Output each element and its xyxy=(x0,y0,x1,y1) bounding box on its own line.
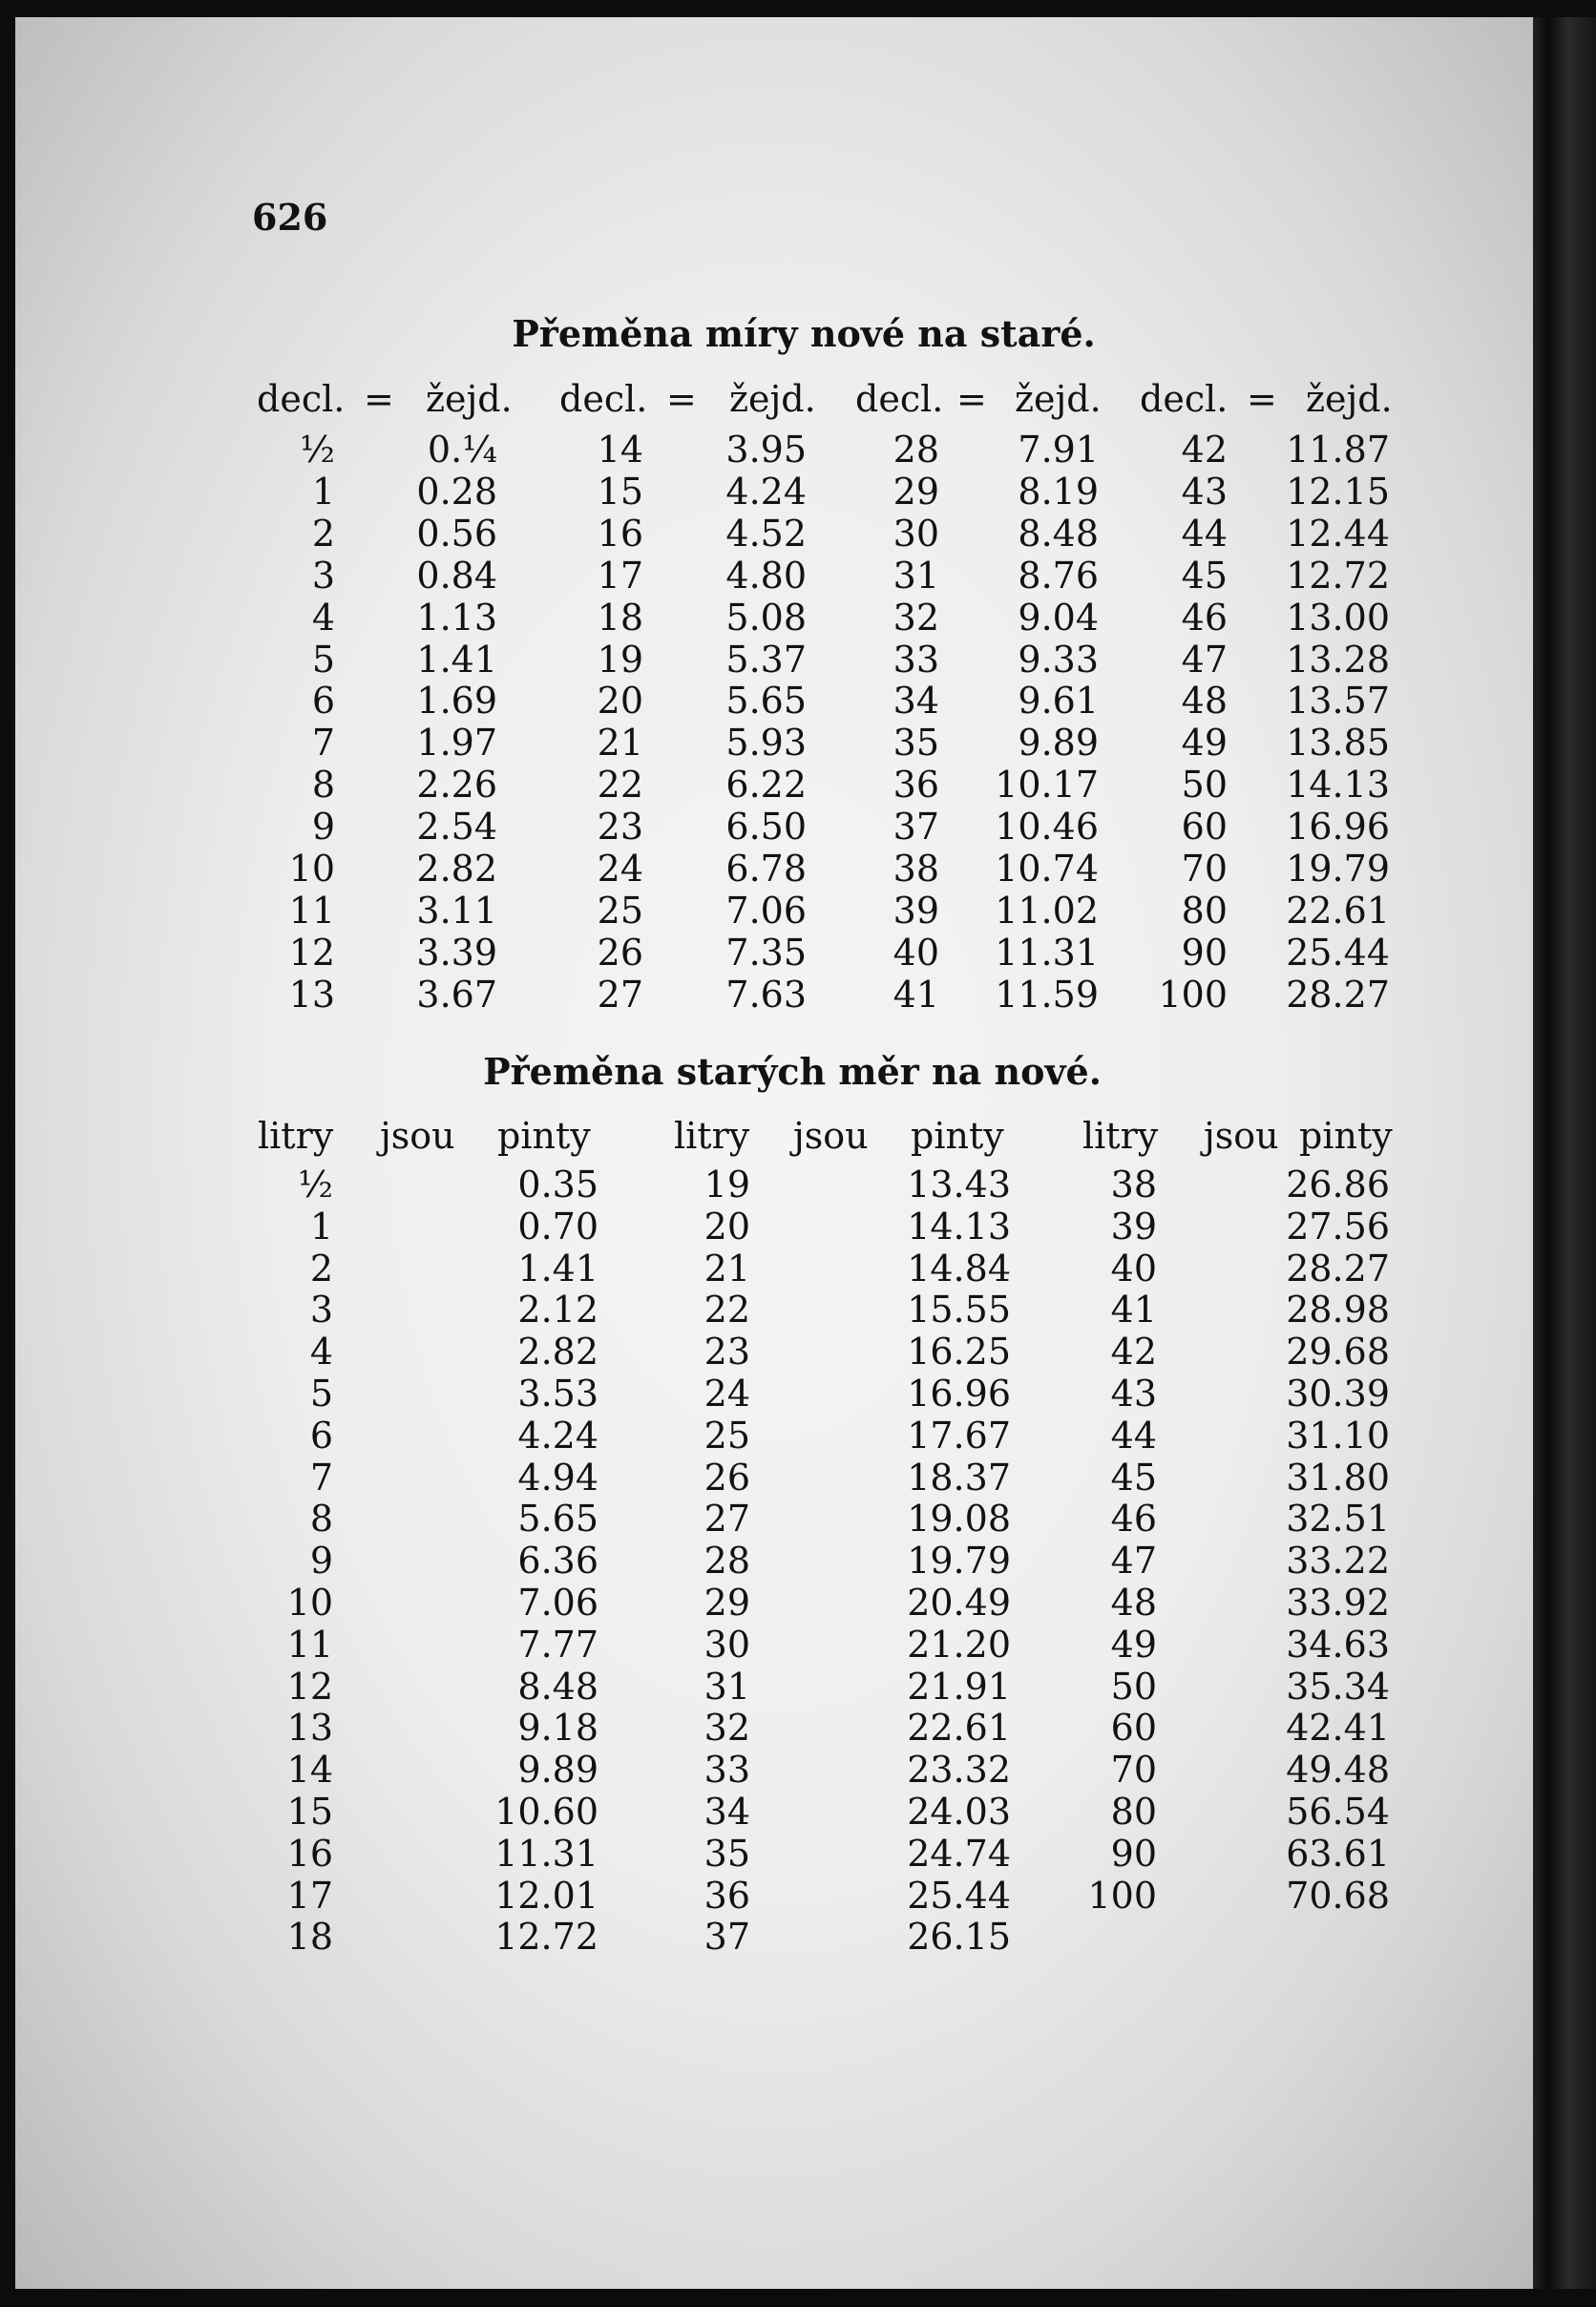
s2-cell-litry: 47 xyxy=(1110,1540,1157,1583)
s1-cell-decl: 33 xyxy=(892,638,939,681)
s2-cell-pinty: 10.60 xyxy=(494,1791,598,1833)
s2-cell-litry: 14 xyxy=(286,1749,333,1792)
s1-cell-decl: 48 xyxy=(1181,680,1228,723)
s1-cell-decl: 36 xyxy=(892,764,939,807)
s1-cell-zejd: 10.17 xyxy=(995,764,1099,807)
s2-cell-litry: 90 xyxy=(1110,1832,1157,1875)
s1-cell-decl: 50 xyxy=(1181,764,1228,807)
s1-header-eq: = xyxy=(956,378,987,420)
s1-cell-zejd: 14.13 xyxy=(1286,764,1390,807)
s1-cell-zejd: 1.97 xyxy=(416,722,497,765)
s2-cell-pinty: 0.35 xyxy=(517,1164,598,1206)
s2-cell-litry: 34 xyxy=(704,1791,750,1833)
s2-cell-pinty: 17.67 xyxy=(907,1414,1011,1457)
s2-cell-litry: 19 xyxy=(704,1164,750,1206)
section2-title: Přeměna starých měr na nové. xyxy=(483,1050,1102,1093)
s2-cell-pinty: 26.15 xyxy=(907,1916,1011,1959)
s1-cell-zejd: 9.04 xyxy=(1018,596,1099,639)
s2-cell-litry: 44 xyxy=(1110,1414,1157,1457)
s1-cell-decl: 43 xyxy=(1181,470,1228,513)
s2-cell-litry: 100 xyxy=(1087,1874,1157,1917)
s1-cell-zejd: 11.59 xyxy=(995,973,1099,1016)
s2-cell-pinty: 31.80 xyxy=(1286,1456,1390,1499)
s2-cell-litry: 37 xyxy=(704,1916,750,1959)
s1-cell-zejd: 12.15 xyxy=(1286,470,1390,513)
s2-cell-pinty: 28.98 xyxy=(1286,1289,1390,1332)
page-number: 626 xyxy=(252,196,328,239)
s1-cell-decl: 26 xyxy=(597,931,643,974)
s2-cell-litry: 3 xyxy=(309,1289,333,1332)
s1-cell-zejd: 6.22 xyxy=(725,764,807,807)
s1-cell-decl: 21 xyxy=(597,722,643,765)
s2-cell-litry: 2 xyxy=(309,1247,333,1290)
s1-cell-zejd: 10.74 xyxy=(995,848,1099,890)
s2-cell-litry: 40 xyxy=(1110,1247,1157,1290)
s2-cell-litry: 33 xyxy=(704,1749,750,1792)
s1-cell-zejd: 10.46 xyxy=(995,806,1099,849)
s1-cell-decl: 47 xyxy=(1181,638,1228,681)
s1-cell-zejd: 9.33 xyxy=(1018,638,1099,681)
s1-cell-zejd: 13.00 xyxy=(1286,596,1390,639)
s1-cell-zejd: 13.28 xyxy=(1286,638,1390,681)
s2-header-jsou: jsou xyxy=(380,1115,455,1157)
s1-cell-zejd: 3.95 xyxy=(725,429,807,471)
s1-cell-zejd: 0.¼ xyxy=(427,429,497,471)
s2-cell-litry: 60 xyxy=(1110,1707,1157,1750)
s2-cell-pinty: 9.18 xyxy=(517,1707,598,1750)
s1-cell-zejd: 1.41 xyxy=(416,638,497,681)
s2-header-litry: litry xyxy=(258,1115,334,1157)
s2-cell-pinty: 32.51 xyxy=(1286,1498,1390,1541)
s2-header-pinty: pinty xyxy=(911,1115,1004,1157)
s1-cell-decl: 20 xyxy=(597,680,643,723)
s1-cell-decl: 15 xyxy=(597,470,643,513)
s2-cell-litry: 11 xyxy=(286,1623,333,1666)
s1-cell-zejd: 7.91 xyxy=(1018,429,1099,471)
s1-cell-zejd: 3.39 xyxy=(416,931,497,974)
s1-cell-zejd: 9.61 xyxy=(1018,680,1099,723)
s1-header-eq: = xyxy=(666,378,697,420)
s2-cell-litry: 1 xyxy=(309,1205,333,1248)
s2-header-litry: litry xyxy=(1082,1115,1159,1157)
s1-cell-decl: 17 xyxy=(597,554,643,597)
s2-cell-pinty: 35.34 xyxy=(1286,1665,1390,1708)
s1-cell-decl: 90 xyxy=(1181,931,1228,974)
s2-cell-pinty: 26.86 xyxy=(1286,1164,1390,1206)
s1-cell-decl: 12 xyxy=(288,931,335,974)
s2-header-litry: litry xyxy=(674,1115,750,1157)
s2-cell-litry: 28 xyxy=(704,1540,750,1583)
s1-cell-decl: 44 xyxy=(1181,512,1228,555)
s1-cell-decl: 100 xyxy=(1158,973,1228,1016)
book-edge xyxy=(1533,17,1596,2289)
s2-cell-litry: 8 xyxy=(309,1498,333,1541)
s2-cell-pinty: 25.44 xyxy=(907,1874,1011,1917)
s2-cell-pinty: 2.12 xyxy=(517,1289,598,1332)
s2-cell-litry: 17 xyxy=(286,1874,333,1917)
s1-cell-decl: 40 xyxy=(892,931,939,974)
s1-cell-decl: 14 xyxy=(597,429,643,471)
s2-cell-litry: 43 xyxy=(1110,1373,1157,1415)
s2-cell-pinty: 0.70 xyxy=(517,1205,598,1248)
s2-cell-litry: 13 xyxy=(286,1707,333,1750)
s1-cell-zejd: 13.85 xyxy=(1286,722,1390,765)
s2-cell-litry: 49 xyxy=(1110,1623,1157,1666)
s1-cell-zejd: 28.27 xyxy=(1286,973,1390,1016)
s1-cell-decl: 32 xyxy=(892,596,939,639)
s2-cell-pinty: 21.20 xyxy=(907,1623,1011,1666)
s2-cell-pinty: 33.92 xyxy=(1286,1582,1390,1624)
s2-cell-pinty: 11.31 xyxy=(494,1832,598,1875)
s1-header-zejd: žejd. xyxy=(1015,378,1102,420)
s2-cell-litry: 5 xyxy=(309,1373,333,1415)
s1-cell-decl: 39 xyxy=(892,889,939,932)
s1-cell-decl: 10 xyxy=(288,848,335,890)
s1-cell-decl: 27 xyxy=(597,973,643,1016)
s2-cell-pinty: 21.91 xyxy=(907,1665,1011,1708)
s1-cell-zejd: 2.82 xyxy=(416,848,497,890)
s1-cell-zejd: 6.50 xyxy=(725,806,807,849)
s1-cell-decl: 29 xyxy=(892,470,939,513)
s2-cell-litry: 80 xyxy=(1110,1791,1157,1833)
s1-cell-decl: 31 xyxy=(892,554,939,597)
s2-cell-litry: 26 xyxy=(704,1456,750,1499)
s2-cell-litry: 27 xyxy=(704,1498,750,1541)
s2-cell-pinty: 16.96 xyxy=(907,1373,1011,1415)
s2-cell-pinty: 42.41 xyxy=(1286,1707,1390,1750)
s1-cell-zejd: 7.06 xyxy=(725,889,807,932)
s1-cell-zejd: 19.79 xyxy=(1286,848,1390,890)
s2-cell-pinty: 34.63 xyxy=(1286,1623,1390,1666)
s2-cell-litry: 36 xyxy=(704,1874,750,1917)
s1-cell-zejd: 8.19 xyxy=(1018,470,1099,513)
s1-cell-zejd: 3.11 xyxy=(416,889,497,932)
s2-cell-litry: 21 xyxy=(704,1247,750,1290)
s1-cell-zejd: 2.26 xyxy=(416,764,497,807)
s2-cell-pinty: 14.13 xyxy=(907,1205,1011,1248)
s2-cell-litry: 42 xyxy=(1110,1331,1157,1374)
s2-cell-pinty: 9.89 xyxy=(517,1749,598,1792)
s1-header-zejd: žejd. xyxy=(1306,378,1393,420)
s2-cell-litry: 9 xyxy=(309,1540,333,1583)
s2-cell-pinty: 6.36 xyxy=(517,1540,598,1583)
s1-cell-zejd: 4.52 xyxy=(725,512,807,555)
s2-cell-pinty: 56.54 xyxy=(1286,1791,1390,1833)
s1-cell-zejd: 7.63 xyxy=(725,973,807,1016)
s2-cell-pinty: 19.08 xyxy=(907,1498,1011,1541)
s1-cell-decl: 6 xyxy=(311,680,335,723)
s2-cell-pinty: 24.03 xyxy=(907,1791,1011,1833)
s1-cell-zejd: 1.69 xyxy=(416,680,497,723)
s1-header-decl: decl. xyxy=(1140,378,1228,420)
section1-title: Přeměna míry nové na staré. xyxy=(512,312,1096,355)
s2-cell-pinty: 15.55 xyxy=(907,1289,1011,1332)
s2-cell-pinty: 27.56 xyxy=(1286,1205,1390,1248)
s1-cell-zejd: 0.28 xyxy=(416,470,497,513)
s2-cell-pinty: 8.48 xyxy=(517,1665,598,1708)
s1-cell-zejd: 12.72 xyxy=(1286,554,1390,597)
s2-cell-pinty: 7.77 xyxy=(517,1623,598,1666)
s1-cell-decl: 22 xyxy=(597,764,643,807)
s2-cell-pinty: 12.01 xyxy=(494,1874,598,1917)
s2-cell-litry: 10 xyxy=(286,1582,333,1624)
s1-cell-decl: 35 xyxy=(892,722,939,765)
s1-cell-zejd: 4.80 xyxy=(725,554,807,597)
s1-cell-zejd: 22.61 xyxy=(1286,889,1390,932)
s1-cell-zejd: 4.24 xyxy=(725,470,807,513)
s2-cell-litry: 22 xyxy=(704,1289,750,1332)
s1-cell-zejd: 13.57 xyxy=(1286,680,1390,723)
s1-cell-decl: 4 xyxy=(311,596,335,639)
s2-cell-pinty: 30.39 xyxy=(1286,1373,1390,1415)
s1-cell-decl: 5 xyxy=(311,638,335,681)
s1-cell-decl: 8 xyxy=(311,764,335,807)
s1-cell-zejd: 9.89 xyxy=(1018,722,1099,765)
s2-cell-pinty: 49.48 xyxy=(1286,1749,1390,1792)
s1-cell-decl: 18 xyxy=(597,596,643,639)
s2-cell-litry: 41 xyxy=(1110,1289,1157,1332)
s1-header-eq: = xyxy=(1247,378,1277,420)
s2-cell-pinty: 31.10 xyxy=(1286,1414,1390,1457)
s2-cell-pinty: 2.82 xyxy=(517,1331,598,1374)
s1-cell-decl: 9 xyxy=(311,806,335,849)
s1-cell-decl: 11 xyxy=(288,889,335,932)
s2-cell-litry: 35 xyxy=(704,1832,750,1875)
s2-cell-pinty: 33.22 xyxy=(1286,1540,1390,1583)
s2-cell-litry: 23 xyxy=(704,1331,750,1374)
s1-cell-zejd: 11.02 xyxy=(995,889,1099,932)
s1-cell-zejd: 7.35 xyxy=(725,931,807,974)
s2-cell-pinty: 29.68 xyxy=(1286,1331,1390,1374)
s1-cell-zejd: 25.44 xyxy=(1286,931,1390,974)
s2-cell-pinty: 14.84 xyxy=(907,1247,1011,1290)
s2-cell-litry: 32 xyxy=(704,1707,750,1750)
s1-cell-decl: 37 xyxy=(892,806,939,849)
s2-cell-pinty: 18.37 xyxy=(907,1456,1011,1499)
s2-cell-litry: 45 xyxy=(1110,1456,1157,1499)
s2-header-pinty: pinty xyxy=(497,1115,591,1157)
s1-header-zejd: žejd. xyxy=(426,378,513,420)
s2-cell-litry: 70 xyxy=(1110,1749,1157,1792)
s2-cell-pinty: 3.53 xyxy=(517,1373,598,1415)
s1-cell-decl: 42 xyxy=(1181,429,1228,471)
s1-cell-zejd: 1.13 xyxy=(416,596,497,639)
s1-cell-zejd: 12.44 xyxy=(1286,512,1390,555)
s1-cell-decl: ½ xyxy=(300,429,335,471)
s1-cell-zejd: 6.78 xyxy=(725,848,807,890)
s2-cell-pinty: 23.32 xyxy=(907,1749,1011,1792)
s1-cell-decl: 70 xyxy=(1181,848,1228,890)
s2-cell-pinty: 12.72 xyxy=(494,1916,598,1959)
s1-cell-decl: 23 xyxy=(597,806,643,849)
s1-cell-zejd: 3.67 xyxy=(416,973,497,1016)
s1-header-decl: decl. xyxy=(855,378,944,420)
s1-cell-decl: 41 xyxy=(892,973,939,1016)
s2-cell-pinty: 28.27 xyxy=(1286,1247,1390,1290)
s2-cell-litry: 4 xyxy=(309,1331,333,1374)
s1-cell-decl: 25 xyxy=(597,889,643,932)
s2-header-jsou: jsou xyxy=(1204,1115,1279,1157)
s2-cell-pinty: 70.68 xyxy=(1286,1874,1390,1917)
s1-header-zejd: žejd. xyxy=(729,378,816,420)
s1-cell-zejd: 2.54 xyxy=(416,806,497,849)
s1-cell-decl: 60 xyxy=(1181,806,1228,849)
s2-cell-litry: 25 xyxy=(704,1414,750,1457)
s1-header-decl: decl. xyxy=(257,378,346,420)
s2-cell-pinty: 1.41 xyxy=(517,1247,598,1290)
s1-cell-zejd: 5.93 xyxy=(725,722,807,765)
s2-cell-pinty: 4.24 xyxy=(517,1414,598,1457)
s2-cell-litry: 48 xyxy=(1110,1582,1157,1624)
s2-header-pinty: pinty xyxy=(1299,1115,1393,1157)
s1-cell-decl: 45 xyxy=(1181,554,1228,597)
s1-cell-decl: 1 xyxy=(311,470,335,513)
s2-cell-litry: 18 xyxy=(286,1916,333,1959)
s2-cell-pinty: 20.49 xyxy=(907,1582,1011,1624)
s2-cell-pinty: 7.06 xyxy=(517,1582,598,1624)
s1-cell-decl: 7 xyxy=(311,722,335,765)
s1-cell-zejd: 0.56 xyxy=(416,512,497,555)
s2-cell-litry: 46 xyxy=(1110,1498,1157,1541)
s1-cell-decl: 46 xyxy=(1181,596,1228,639)
book-page xyxy=(15,17,1533,2289)
s1-cell-decl: 2 xyxy=(311,512,335,555)
s2-cell-pinty: 24.74 xyxy=(907,1832,1011,1875)
s2-cell-litry: 15 xyxy=(286,1791,333,1833)
s2-cell-pinty: 4.94 xyxy=(517,1456,598,1499)
s1-cell-decl: 49 xyxy=(1181,722,1228,765)
s2-cell-litry: 12 xyxy=(286,1665,333,1708)
s1-cell-zejd: 5.65 xyxy=(725,680,807,723)
s2-cell-litry: 38 xyxy=(1110,1164,1157,1206)
s2-cell-pinty: 13.43 xyxy=(907,1164,1011,1206)
s1-cell-decl: 13 xyxy=(288,973,335,1016)
s1-cell-decl: 80 xyxy=(1181,889,1228,932)
s1-cell-zejd: 11.87 xyxy=(1286,429,1390,471)
s1-cell-decl: 38 xyxy=(892,848,939,890)
s2-header-jsou: jsou xyxy=(793,1115,869,1157)
s2-cell-litry: 39 xyxy=(1110,1205,1157,1248)
s2-cell-litry: 20 xyxy=(704,1205,750,1248)
s1-header-eq: = xyxy=(364,378,394,420)
s2-cell-litry: 24 xyxy=(704,1373,750,1415)
s1-cell-decl: 16 xyxy=(597,512,643,555)
s2-cell-litry: 16 xyxy=(286,1832,333,1875)
s1-cell-decl: 19 xyxy=(597,638,643,681)
s1-cell-decl: 34 xyxy=(892,680,939,723)
s1-cell-zejd: 8.76 xyxy=(1018,554,1099,597)
s1-cell-decl: 24 xyxy=(597,848,643,890)
s1-cell-zejd: 5.37 xyxy=(725,638,807,681)
s2-cell-litry: 6 xyxy=(309,1414,333,1457)
s2-cell-pinty: 63.61 xyxy=(1286,1832,1390,1875)
s2-cell-pinty: 16.25 xyxy=(907,1331,1011,1374)
s1-header-decl: decl. xyxy=(559,378,648,420)
s1-cell-zejd: 11.31 xyxy=(995,931,1099,974)
s2-cell-litry: 50 xyxy=(1110,1665,1157,1708)
s2-cell-litry: 7 xyxy=(309,1456,333,1499)
s2-cell-litry: 30 xyxy=(704,1623,750,1666)
s2-cell-litry: ½ xyxy=(298,1164,333,1206)
s2-cell-pinty: 22.61 xyxy=(907,1707,1011,1750)
s1-cell-zejd: 5.08 xyxy=(725,596,807,639)
s1-cell-decl: 30 xyxy=(892,512,939,555)
s1-cell-zejd: 16.96 xyxy=(1286,806,1390,849)
s1-cell-decl: 28 xyxy=(892,429,939,471)
s1-cell-zejd: 8.48 xyxy=(1018,512,1099,555)
s1-cell-zejd: 0.84 xyxy=(416,554,497,597)
s2-cell-pinty: 5.65 xyxy=(517,1498,598,1541)
s2-cell-litry: 31 xyxy=(704,1665,750,1708)
s1-cell-decl: 3 xyxy=(311,554,335,597)
s2-cell-litry: 29 xyxy=(704,1582,750,1624)
s2-cell-pinty: 19.79 xyxy=(907,1540,1011,1583)
